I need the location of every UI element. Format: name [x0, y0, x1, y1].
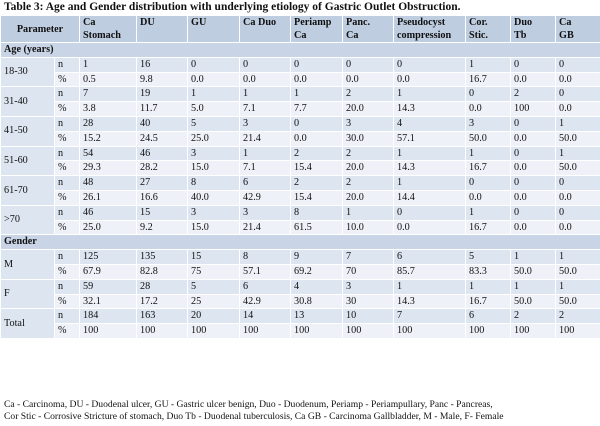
table-cell: 0 — [556, 57, 600, 72]
section-label: Gender — [1, 235, 600, 250]
table-cell: 6 — [394, 250, 466, 265]
table-cell: 15.4 — [291, 161, 343, 176]
table-cell: 30.0 — [343, 131, 394, 146]
table-cell: 2 — [343, 176, 394, 191]
table-cell: 3 — [466, 116, 511, 131]
table-row — [1, 309, 600, 324]
table-cell: 3 — [240, 205, 291, 220]
table-row — [1, 72, 600, 87]
table-cell: 2 — [291, 146, 343, 161]
table-cell: 11.7 — [137, 102, 188, 117]
table-cell: 57.1 — [394, 131, 466, 146]
table-cell: 5 — [188, 116, 240, 131]
table-cell: 0.0 — [556, 72, 600, 87]
table-row — [1, 176, 600, 191]
table-cell: 100 — [466, 324, 511, 339]
table-cell: 100 — [556, 324, 600, 339]
header-parameter: Parameter — [1, 16, 80, 43]
table-cell: 2 — [291, 176, 343, 191]
table-cell: 7 — [394, 309, 466, 324]
table-cell: 50.0 — [556, 264, 600, 279]
header-col-7: Cor. Stic. — [466, 16, 511, 43]
table-cell: 14.4 — [394, 190, 466, 205]
header-col-8: Duo Tb — [511, 16, 556, 43]
table-cell: 0.0 — [466, 102, 511, 117]
table-cell: 75 — [188, 264, 240, 279]
table-cell: 16.7 — [466, 294, 511, 309]
table-cell: 1 — [466, 146, 511, 161]
table-row — [1, 264, 600, 279]
stat-label: n — [55, 309, 80, 324]
stat-label: % — [55, 294, 80, 309]
table-cell: 0 — [343, 57, 394, 72]
table-cell: 7.1 — [240, 161, 291, 176]
table-cell: 8 — [240, 250, 291, 265]
table-cell: 3.8 — [80, 102, 137, 117]
table-cell: 1 — [556, 116, 600, 131]
table-cell: 15.0 — [188, 220, 240, 235]
header-col-5: Panc. Ca — [343, 16, 394, 43]
table-cell: 6 — [240, 176, 291, 191]
table-cell: 40.0 — [188, 190, 240, 205]
table-cell: 14.3 — [394, 294, 466, 309]
stat-label: % — [55, 161, 80, 176]
table-cell: 50.0 — [511, 294, 556, 309]
table-cell: 15 — [188, 250, 240, 265]
table-cell: 85.7 — [394, 264, 466, 279]
table-cell: 15 — [137, 205, 188, 220]
table-cell: 14.3 — [394, 161, 466, 176]
table-cell: 0 — [188, 57, 240, 72]
table-row — [1, 161, 600, 176]
table-container — [0, 15, 600, 339]
table-cell: 0.0 — [343, 72, 394, 87]
header-col-6: Pseudocyst compression — [394, 16, 466, 43]
header-col-2: GU — [188, 16, 240, 43]
footnote — [4, 399, 598, 423]
table-cell: 1 — [394, 279, 466, 294]
footnote-line: Cor Stic - Corrosive Stricture of stomach, Duo Tb - Duodenal tuberculosis, Ca GB - Carcinoma Gallbladder, M - Male, F- Female — [4, 411, 504, 422]
table-cell: 16.6 — [137, 190, 188, 205]
table-cell: 100 — [80, 324, 137, 339]
table-cell: 1 — [240, 146, 291, 161]
table-cell: 54 — [80, 146, 137, 161]
table-cell: 4 — [394, 116, 466, 131]
table-cell: 0.0 — [394, 220, 466, 235]
table-cell: 0 — [291, 57, 343, 72]
table-cell: 1 — [394, 146, 466, 161]
table-cell: 0.0 — [556, 220, 600, 235]
table-cell: 30 — [343, 294, 394, 309]
stat-label: % — [55, 131, 80, 146]
table-cell: 1 — [511, 250, 556, 265]
table-cell: 0 — [511, 205, 556, 220]
table-row — [1, 324, 600, 339]
table-cell: 125 — [80, 250, 137, 265]
table-cell: 16.7 — [466, 220, 511, 235]
table-cell: 1 — [394, 87, 466, 102]
table-row — [1, 250, 600, 265]
stat-label: n — [55, 250, 80, 265]
header-col-1: DU — [137, 16, 188, 43]
table-row — [1, 116, 600, 131]
table-row — [1, 131, 600, 146]
table-cell: 2 — [343, 87, 394, 102]
group-label: F — [1, 279, 55, 309]
table-cell: 100 — [240, 324, 291, 339]
stat-label: % — [55, 220, 80, 235]
table-cell: 28 — [137, 279, 188, 294]
table-cell: 25.0 — [80, 220, 137, 235]
group-label: 41-50 — [1, 116, 55, 146]
table-cell: 21.4 — [240, 220, 291, 235]
group-label: 18-30 — [1, 57, 55, 87]
table-cell: 1 — [394, 176, 466, 191]
table-cell: 0.0 — [511, 161, 556, 176]
table-cell: 0 — [556, 87, 600, 102]
section-row — [1, 235, 600, 250]
table-cell: 26.1 — [80, 190, 137, 205]
table-cell: 46 — [137, 146, 188, 161]
table-cell: 0 — [511, 176, 556, 191]
table-cell: 1 — [80, 57, 137, 72]
table-cell: 0 — [466, 87, 511, 102]
table-cell: 1 — [511, 279, 556, 294]
table-cell: 5 — [188, 279, 240, 294]
table-row — [1, 146, 600, 161]
stat-label: % — [55, 264, 80, 279]
table-cell: 100 — [343, 324, 394, 339]
table-cell: 7.7 — [291, 102, 343, 117]
table-cell: 0.0 — [291, 131, 343, 146]
table-cell: 27 — [137, 176, 188, 191]
table-cell: 8 — [291, 205, 343, 220]
table-cell: 2 — [343, 146, 394, 161]
table-cell: 0 — [240, 57, 291, 72]
table-cell: 0.0 — [556, 190, 600, 205]
table-cell: 20.0 — [343, 102, 394, 117]
table-cell: 7 — [343, 250, 394, 265]
table-body — [1, 43, 600, 339]
table-cell: 1 — [556, 279, 600, 294]
table-cell: 42.9 — [240, 190, 291, 205]
stat-label: % — [55, 190, 80, 205]
table-cell: 0.5 — [80, 72, 137, 87]
table-cell: 100 — [188, 324, 240, 339]
table-cell: 10 — [343, 309, 394, 324]
table-cell: 0 — [394, 57, 466, 72]
table-cell: 9.8 — [137, 72, 188, 87]
table-cell: 50.0 — [556, 294, 600, 309]
table-cell: 57.1 — [240, 264, 291, 279]
table-cell: 50.0 — [556, 131, 600, 146]
table-cell: 30.8 — [291, 294, 343, 309]
table-cell: 9 — [291, 250, 343, 265]
table-cell: 15.0 — [188, 161, 240, 176]
table-cell: 3 — [343, 279, 394, 294]
stat-label: % — [55, 72, 80, 87]
table-cell: 1 — [466, 279, 511, 294]
table-cell: 15.2 — [80, 131, 137, 146]
table-cell: 1 — [556, 250, 600, 265]
stat-label: n — [55, 205, 80, 220]
group-label: 61-70 — [1, 176, 55, 206]
stat-label: n — [55, 279, 80, 294]
table-cell: 3 — [188, 146, 240, 161]
table-cell: 67.9 — [80, 264, 137, 279]
section-label: Age (years) — [1, 43, 600, 58]
table-cell: 40 — [137, 116, 188, 131]
stat-label: n — [55, 116, 80, 131]
table-cell: 7.1 — [240, 102, 291, 117]
table-cell: 163 — [137, 309, 188, 324]
table-cell: 24.5 — [137, 131, 188, 146]
table-cell: 42.9 — [240, 294, 291, 309]
table-cell: 7 — [80, 87, 137, 102]
table-cell: 25.0 — [188, 131, 240, 146]
group-label: 31-40 — [1, 87, 55, 117]
table-row — [1, 205, 600, 220]
table-cell: 14.3 — [394, 102, 466, 117]
table-row — [1, 279, 600, 294]
table-cell: 83.3 — [466, 264, 511, 279]
group-label: 51-60 — [1, 146, 55, 176]
table-cell: 1 — [343, 205, 394, 220]
table-cell: 0 — [394, 205, 466, 220]
header-col-4: Periamp Ca — [291, 16, 343, 43]
table-cell: 6 — [466, 309, 511, 324]
table-cell: 0 — [511, 57, 556, 72]
footnote-line: Ca - Carcinoma, DU - Duodenal ulcer, GU - Gastric ulcer benign, Duo - Duodenum, Periamp - Periampullary, Panc - Pancreas, — [4, 399, 493, 410]
stat-label: % — [55, 324, 80, 339]
stat-label: n — [55, 87, 80, 102]
stat-label: n — [55, 146, 80, 161]
table-cell: 16.7 — [466, 72, 511, 87]
table-title: Table 3: Age and Gender distribution with underlying etiology of Gastric Outlet Obstruction. — [4, 1, 461, 13]
table-cell: 1 — [291, 87, 343, 102]
table-cell: 0.0 — [394, 72, 466, 87]
table-cell: 70 — [343, 264, 394, 279]
table-cell: 25 — [188, 294, 240, 309]
table-cell: 0.0 — [240, 72, 291, 87]
table-cell: 2 — [556, 309, 600, 324]
table-cell: 0 — [511, 116, 556, 131]
table-cell: 3 — [343, 116, 394, 131]
table-cell: 0.0 — [511, 220, 556, 235]
table-cell: 8 — [188, 176, 240, 191]
table-cell: 100 — [511, 324, 556, 339]
table-cell: 1 — [556, 146, 600, 161]
table-cell: 184 — [80, 309, 137, 324]
table-cell: 5 — [466, 250, 511, 265]
table-cell: 2 — [511, 87, 556, 102]
table-cell: 0.0 — [511, 190, 556, 205]
table-cell: 32.1 — [80, 294, 137, 309]
stat-label: % — [55, 102, 80, 117]
table-cell: 15.4 — [291, 190, 343, 205]
table-cell: 100 — [291, 324, 343, 339]
table-cell: 0.0 — [511, 72, 556, 87]
table-cell: 82.8 — [137, 264, 188, 279]
header-col-3: Ca Duo — [240, 16, 291, 43]
table-row — [1, 190, 600, 205]
table-cell: 20.0 — [343, 161, 394, 176]
table-cell: 61.5 — [291, 220, 343, 235]
table-cell: 0.0 — [466, 190, 511, 205]
table-cell: 28 — [80, 116, 137, 131]
table-cell: 100 — [511, 102, 556, 117]
table-cell: 17.2 — [137, 294, 188, 309]
table-cell: 20 — [188, 309, 240, 324]
table-cell: 135 — [137, 250, 188, 265]
table-cell: 21.4 — [240, 131, 291, 146]
group-label: >70 — [1, 205, 55, 235]
table-cell: 1 — [188, 87, 240, 102]
table-cell: 100 — [137, 324, 188, 339]
table-cell: 48 — [80, 176, 137, 191]
table-cell: 9.2 — [137, 220, 188, 235]
group-label: Total — [1, 309, 55, 339]
table-cell: 29.3 — [80, 161, 137, 176]
table-cell: 20.0 — [343, 190, 394, 205]
stat-label: n — [55, 176, 80, 191]
table-cell: 6 — [240, 279, 291, 294]
table-cell: 100 — [394, 324, 466, 339]
table-cell: 1 — [466, 57, 511, 72]
table-row — [1, 220, 600, 235]
header-row — [1, 16, 600, 43]
table-cell: 0 — [556, 176, 600, 191]
table-cell: 59 — [80, 279, 137, 294]
table-cell: 14 — [240, 309, 291, 324]
table-cell: 19 — [137, 87, 188, 102]
table-cell: 0.0 — [291, 72, 343, 87]
table-cell: 0 — [466, 176, 511, 191]
table-cell: 1 — [240, 87, 291, 102]
table-cell: 5.0 — [188, 102, 240, 117]
table-row — [1, 87, 600, 102]
table-cell: 1 — [466, 205, 511, 220]
table-cell: 0.0 — [188, 72, 240, 87]
table-cell: 0 — [291, 116, 343, 131]
table-cell: 46 — [80, 205, 137, 220]
table-cell: 3 — [188, 205, 240, 220]
stat-label: n — [55, 57, 80, 72]
table-cell: 50.0 — [466, 131, 511, 146]
data-table — [0, 15, 600, 339]
table-cell: 50.0 — [511, 264, 556, 279]
table-cell: 28.2 — [137, 161, 188, 176]
table-cell: 0.0 — [511, 131, 556, 146]
table-cell: 50.0 — [556, 161, 600, 176]
table-cell: 16.7 — [466, 161, 511, 176]
table-cell: 0 — [556, 205, 600, 220]
table-row — [1, 294, 600, 309]
header-col-9: Ca GB — [556, 16, 600, 43]
table-cell: 3 — [240, 116, 291, 131]
table-row — [1, 57, 600, 72]
table-row — [1, 102, 600, 117]
table-cell: 4 — [291, 279, 343, 294]
table-cell: 13 — [291, 309, 343, 324]
group-label: M — [1, 250, 55, 280]
table-cell: 0 — [511, 146, 556, 161]
header-col-0: Ca Stomach — [80, 16, 137, 43]
table-cell: 10.0 — [343, 220, 394, 235]
table-cell: 69.2 — [291, 264, 343, 279]
table-cell: 16 — [137, 57, 188, 72]
table-cell: 0.0 — [556, 102, 600, 117]
section-row — [1, 43, 600, 58]
table-cell: 2 — [511, 309, 556, 324]
